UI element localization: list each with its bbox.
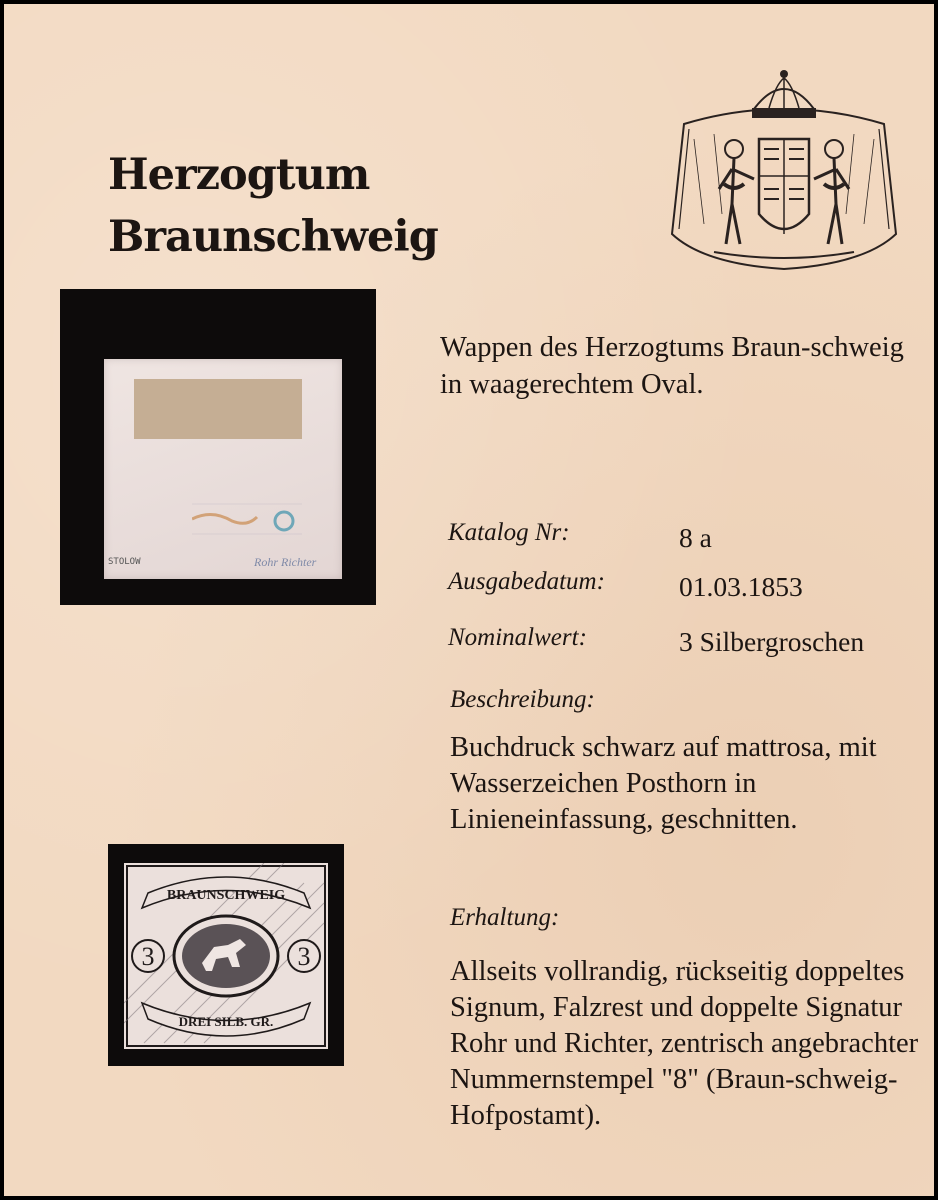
condition-text: Allseits vollrandig, rückseitig doppeltes Signum, Falzrest und doppelte Signatur Rohr und Richter, zentrisch angebrachter Nummernstempel "8" (Braun-schweig-Hofpostamt). — [450, 956, 919, 1131]
description-label: Beschreibung: — [450, 686, 595, 713]
stamp-design-icon — [124, 863, 328, 1049]
signature-left: STOLOW — [108, 557, 141, 567]
stamp-front-image — [108, 844, 344, 1066]
catalog-value: 8 a — [679, 522, 712, 553]
signature-right: Rohr Richter — [254, 555, 317, 569]
hinge-remnant — [134, 379, 302, 439]
postmark-shadow — [192, 499, 312, 539]
date-label: Ausgabedatum: — [448, 568, 605, 595]
description-text: Buchdruck schwarz auf mattrosa, mit Wasserzeichen Posthorn in Linieneinfassung, geschnitten. — [450, 732, 877, 835]
title-line-2: Braunschweig — [108, 212, 438, 262]
stamp-right-numeral: 3 — [297, 942, 311, 971]
condition-label: Erhaltung: — [450, 904, 560, 931]
catalog-label: Katalog Nr: — [448, 519, 570, 546]
title-line-1: Herzogtum — [108, 150, 370, 200]
stamp-top-text: BRAUNSCHWEIG — [166, 888, 286, 903]
album-page — [4, 4, 934, 1196]
intro-text: Wappen des Herzogtums Braun-schweig in waagerechtem Oval. — [440, 332, 904, 400]
stamp-back-image — [60, 289, 376, 605]
stamp-left-numeral: 3 — [141, 942, 155, 971]
coat-of-arms-icon — [664, 64, 904, 279]
page-title — [108, 144, 438, 268]
stamp-back — [104, 359, 342, 579]
stamp-front — [124, 863, 328, 1049]
date-value: 01.03.1853 — [679, 571, 803, 602]
stamp-bottom-text: DREI SILB. GR. — [178, 1014, 274, 1029]
nominal-label: Nominalwert: — [448, 624, 587, 651]
nominal-value: 3 Silbergroschen — [679, 626, 865, 657]
